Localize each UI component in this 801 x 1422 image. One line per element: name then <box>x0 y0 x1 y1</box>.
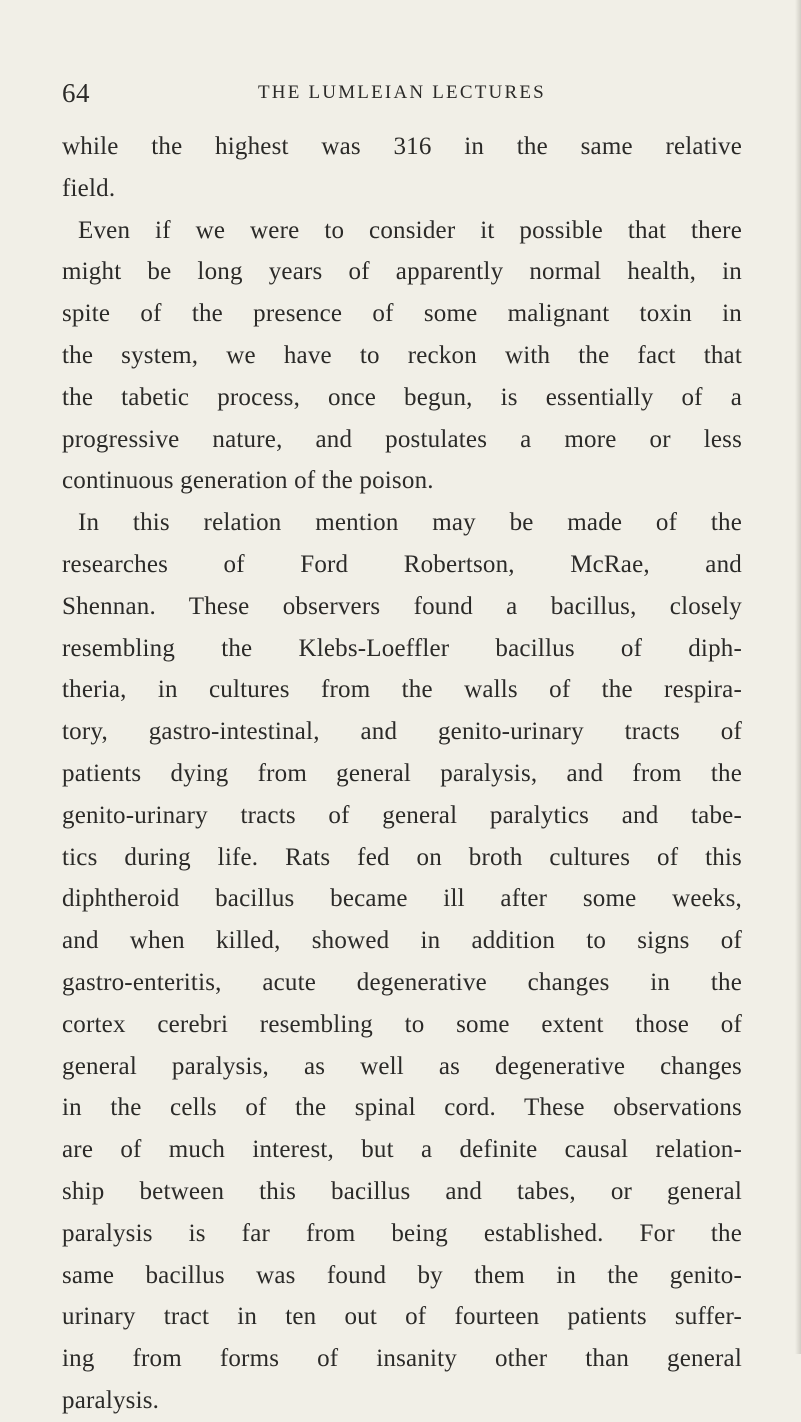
text-line: paralysis is far from being established. For the <box>62 1219 742 1247</box>
text-line: resembling the Klebs-Loeffler bacillus of diph- <box>62 634 742 662</box>
text-line: and when killed, showed in addition to signs of <box>62 927 742 955</box>
text-line: Even if we were to consider it possible that there <box>78 216 742 244</box>
page-edge-shadow <box>795 0 801 1354</box>
text-line: paralysis. <box>62 1386 160 1414</box>
text-line: while the highest was 316 in the same relative <box>62 133 742 160</box>
page-header <box>62 78 742 108</box>
text-line: genito-urinary tracts of general paralytics and tabe- <box>62 801 742 829</box>
text-line: ing from forms of insanity other than general <box>62 1345 742 1373</box>
text-line: in the cells of the spinal cord. These observations <box>62 1094 742 1122</box>
text-line: diphtheroid bacillus became ill after some weeks, <box>62 885 742 913</box>
text-line: cortex cerebri resembling to some extent those of <box>62 1010 742 1038</box>
text-line: progressive nature, and postulates a more or less <box>62 425 742 453</box>
text-line: spite of the presence of some malignant toxin in <box>62 300 742 328</box>
text-line: the system, we have to reckon with the fact that <box>62 341 742 369</box>
text-line: researches of Ford Robertson, McRae, and <box>62 550 742 578</box>
text-line: same bacillus was found by them in the genito- <box>62 1261 742 1289</box>
text-line: are of much interest, but a definite causal relation- <box>62 1136 742 1164</box>
text-line: gastro-enteritis, acute degenerative changes in the <box>62 968 742 996</box>
text-line: the tabetic process, once begun, is essentially of a <box>62 383 742 411</box>
text-line: tics during life. Rats fed on broth cultures of this <box>62 843 742 871</box>
text-line: continuous generation of the poison. <box>62 467 434 495</box>
text-line: theria, in cultures from the walls of the respira- <box>62 676 742 704</box>
text-line: Shennan. These observers found a bacillus, closely <box>62 592 742 620</box>
text-line: In this relation mention may be made of the <box>78 509 742 537</box>
page-number: 64 <box>62 78 90 108</box>
body-text <box>62 126 742 1422</box>
text-line: general paralysis, as well as degenerative changes <box>62 1052 742 1080</box>
text-line: field. <box>62 174 116 202</box>
text-line: patients dying from general paralysis, and from the <box>62 759 742 787</box>
text-line: urinary tract in ten out of fourteen patients suffer- <box>62 1303 742 1331</box>
text-line: ship between this bacillus and tabes, or general <box>62 1177 742 1205</box>
running-head: THE LUMLEIAN LECTURES <box>258 82 546 103</box>
text-line: might be long years of apparently normal health, in <box>62 258 742 286</box>
text-line: tory, gastro-intestinal, and genito-urinary tracts of <box>62 718 742 746</box>
